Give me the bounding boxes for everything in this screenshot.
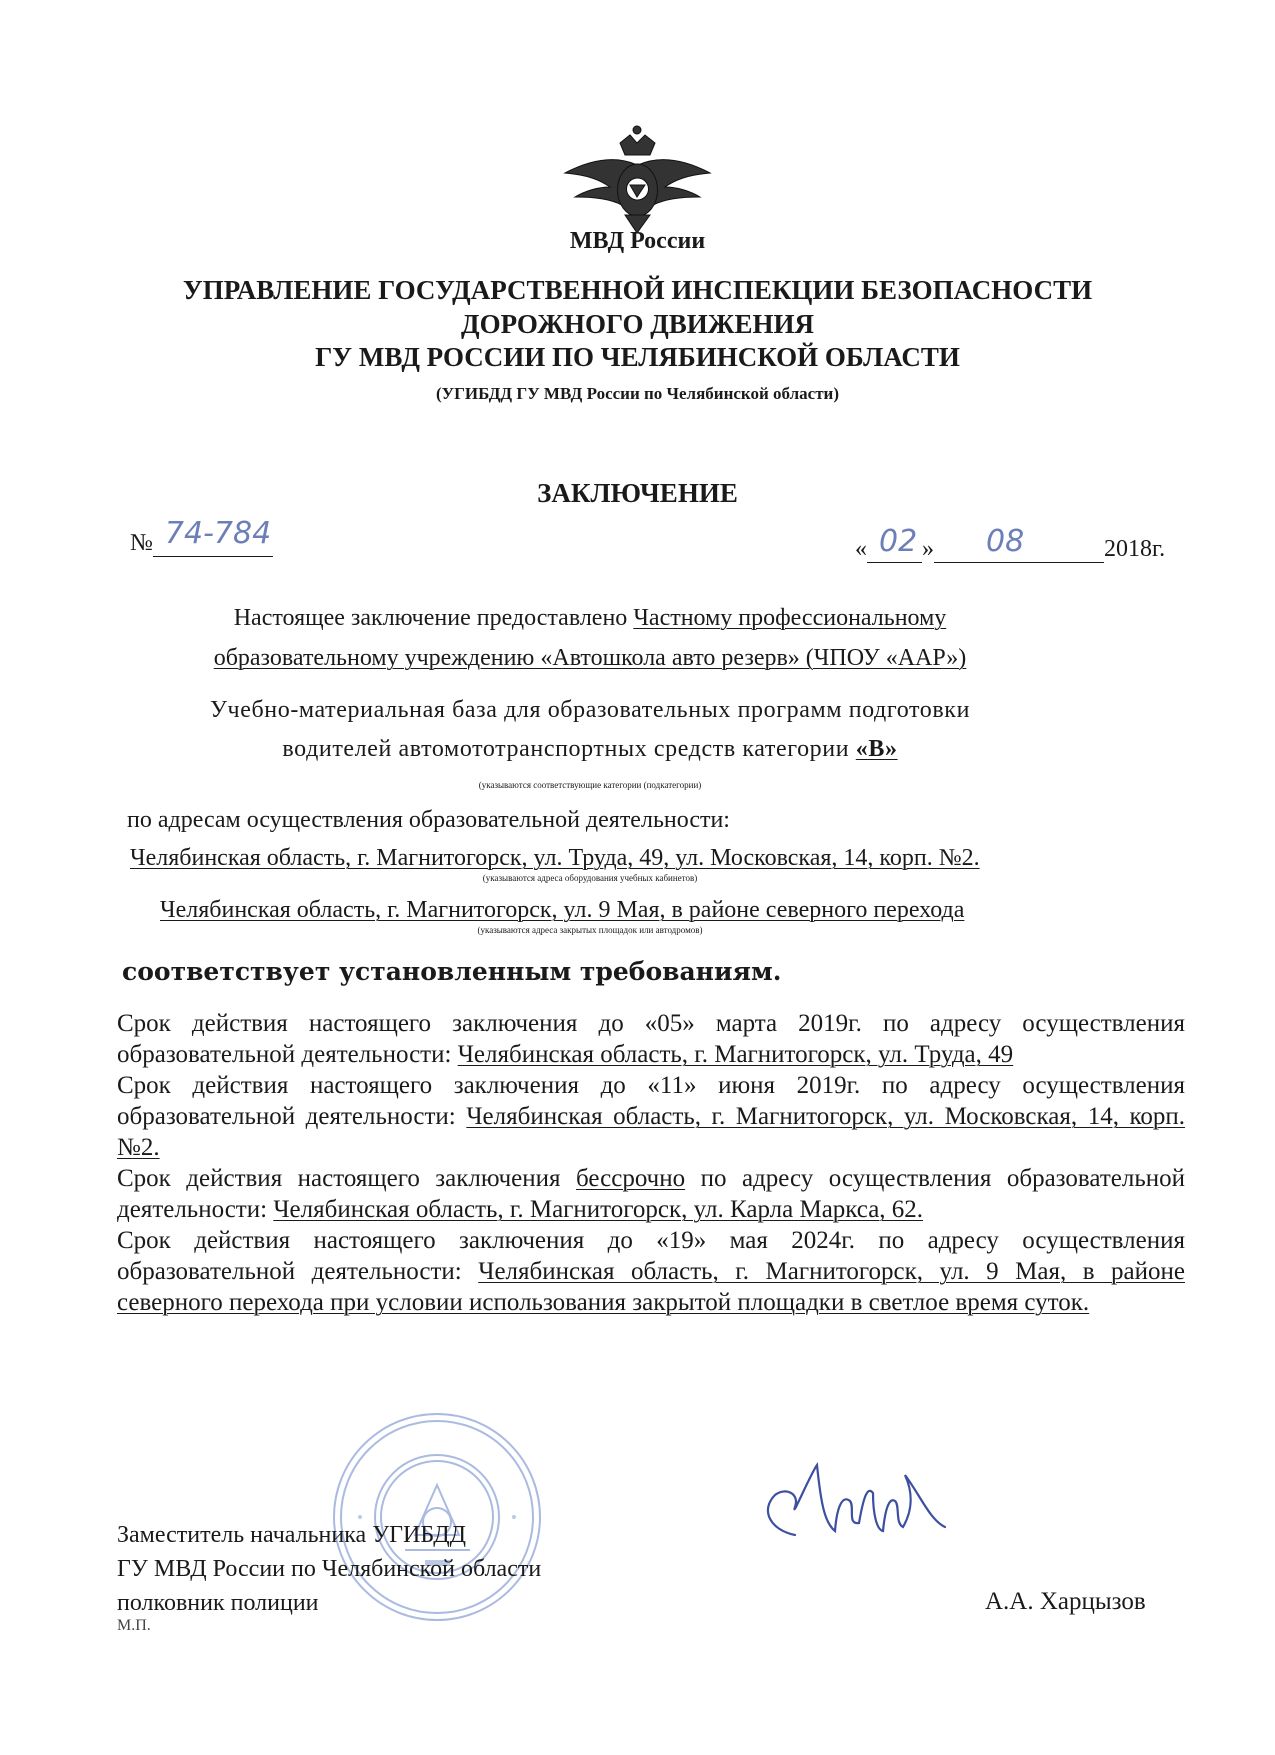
date-month: 08 [986,524,1025,559]
document-date [855,524,1166,563]
date-year: 2018г. [1104,536,1166,562]
org-short-name: (УГИБДД ГУ МВД России по Челябинской области) [435,384,840,403]
number-prefix: № [130,530,153,556]
validity-3 [117,1163,1185,1225]
validity-1-address: Челябинская область, г. Магнитогорск, ул. Труда, 49 [457,1041,1014,1068]
signatory-name: А.А. Харцызов [985,1588,1146,1615]
provided-lead: Настоящее заключение предоставлено [233,605,634,631]
classrooms-hint: (указываются адреса оборудования учебных кабинетов) [482,873,698,883]
base-line1: Учебно-материальная база для образовательных программ подготовки [209,697,971,723]
validity-3-address: Челябинская область, г. Магнитогорск, ул. Карла Маркса, 62. [273,1196,924,1223]
ministry-name: МВД России [569,228,706,254]
date-day: 02 [879,524,918,559]
provided-org-part2: образовательному учреждению «Автошкола авто резерв» (ЧПОУ «ААР») [213,645,967,671]
provided-line2 [0,645,1180,672]
date-close-quote: » [922,536,934,562]
signatory-position2: ГУ МВД России по Челябинской области [117,1556,542,1582]
category-hint: (указываются соответствующие категории (подкатегории) [478,780,702,790]
base-category: «В» [855,736,898,762]
validity-1 [117,1008,1185,1070]
mvd-emblem [560,125,715,235]
validity-3-term: бессрочно [576,1165,686,1192]
conclusion-text: соответствует установленным требованиям. [122,957,782,986]
ground-hint: (указываются адреса закрытых площадок или автодромов) [477,925,703,935]
validity-2 [117,1070,1185,1163]
validity-2-address: Челябинская область, г. Магнитогорск, ул. Московская, 14, корп. №2. [117,1103,1186,1161]
validity-3-text2: по адресу осуществления образовательной деятельности: [117,1165,1185,1223]
validity-block [117,1008,1185,1318]
signatory-block [117,1518,541,1620]
validity-3-text1: Срок действия настоящего заключения [117,1165,577,1192]
stamp-place-label: М.П. [117,1617,151,1634]
number-handwritten: 74-784 [164,516,272,551]
classrooms-address: Челябинская область, г. Магнитогорск, ул. Труда, 49, ул. Московская, 14, корп. №2. [130,845,980,871]
base-line2-lead: водителей автомототранспортных средств категории [282,736,856,762]
provided-line1 [0,605,1180,632]
org-name-line1: УПРАВЛЕНИЕ ГОСУДАРСТВЕННОЙ ИНСПЕКЦИИ БЕЗОПАСНОСТИ [182,275,1093,305]
validity-1-text: Срок действия настоящего заключения до «05» марта 2019г. по адресу осуществления образовательной деятельности: [117,1010,1185,1068]
date-open-quote: « [855,536,867,562]
document-number [130,516,273,557]
ground-address: Челябинская область, г. Магнитогорск, ул. 9 Мая, в районе северного перехода [160,897,965,923]
signatory-rank: полковник полиции [117,1590,319,1616]
provided-org-part1: Частному профессиональному [633,605,947,631]
validity-4 [117,1225,1185,1318]
base-line2 [0,736,1180,763]
org-name-line2: ДОРОЖНОГО ДВИЖЕНИЯ [461,309,814,339]
org-name-line3: ГУ МВД РОССИИ ПО ЧЕЛЯБИНСКОЙ ОБЛАСТИ [315,342,960,372]
document-title: ЗАКЛЮЧЕНИЕ [537,478,738,508]
addresses-lead: по адресам осуществления образовательной деятельности: [127,807,730,833]
validity-4-text: Срок действия настоящего заключения до «19» мая 2024г. по адресу осуществления образовательной деятельности: [117,1227,1185,1285]
validity-2-text: Срок действия настоящего заключения до «11» июня 2019г. по адресу осуществления образовательной деятельности: [117,1072,1185,1130]
signatory-position1: Заместитель начальника УГИБДД [117,1522,466,1548]
validity-4-address: Челябинская область, г. Магнитогорск, ул. 9 Мая, в районе северного перехода при условии использования закрытой площадки в светлое время суток. [117,1258,1186,1316]
handwritten-signature [755,1435,955,1555]
